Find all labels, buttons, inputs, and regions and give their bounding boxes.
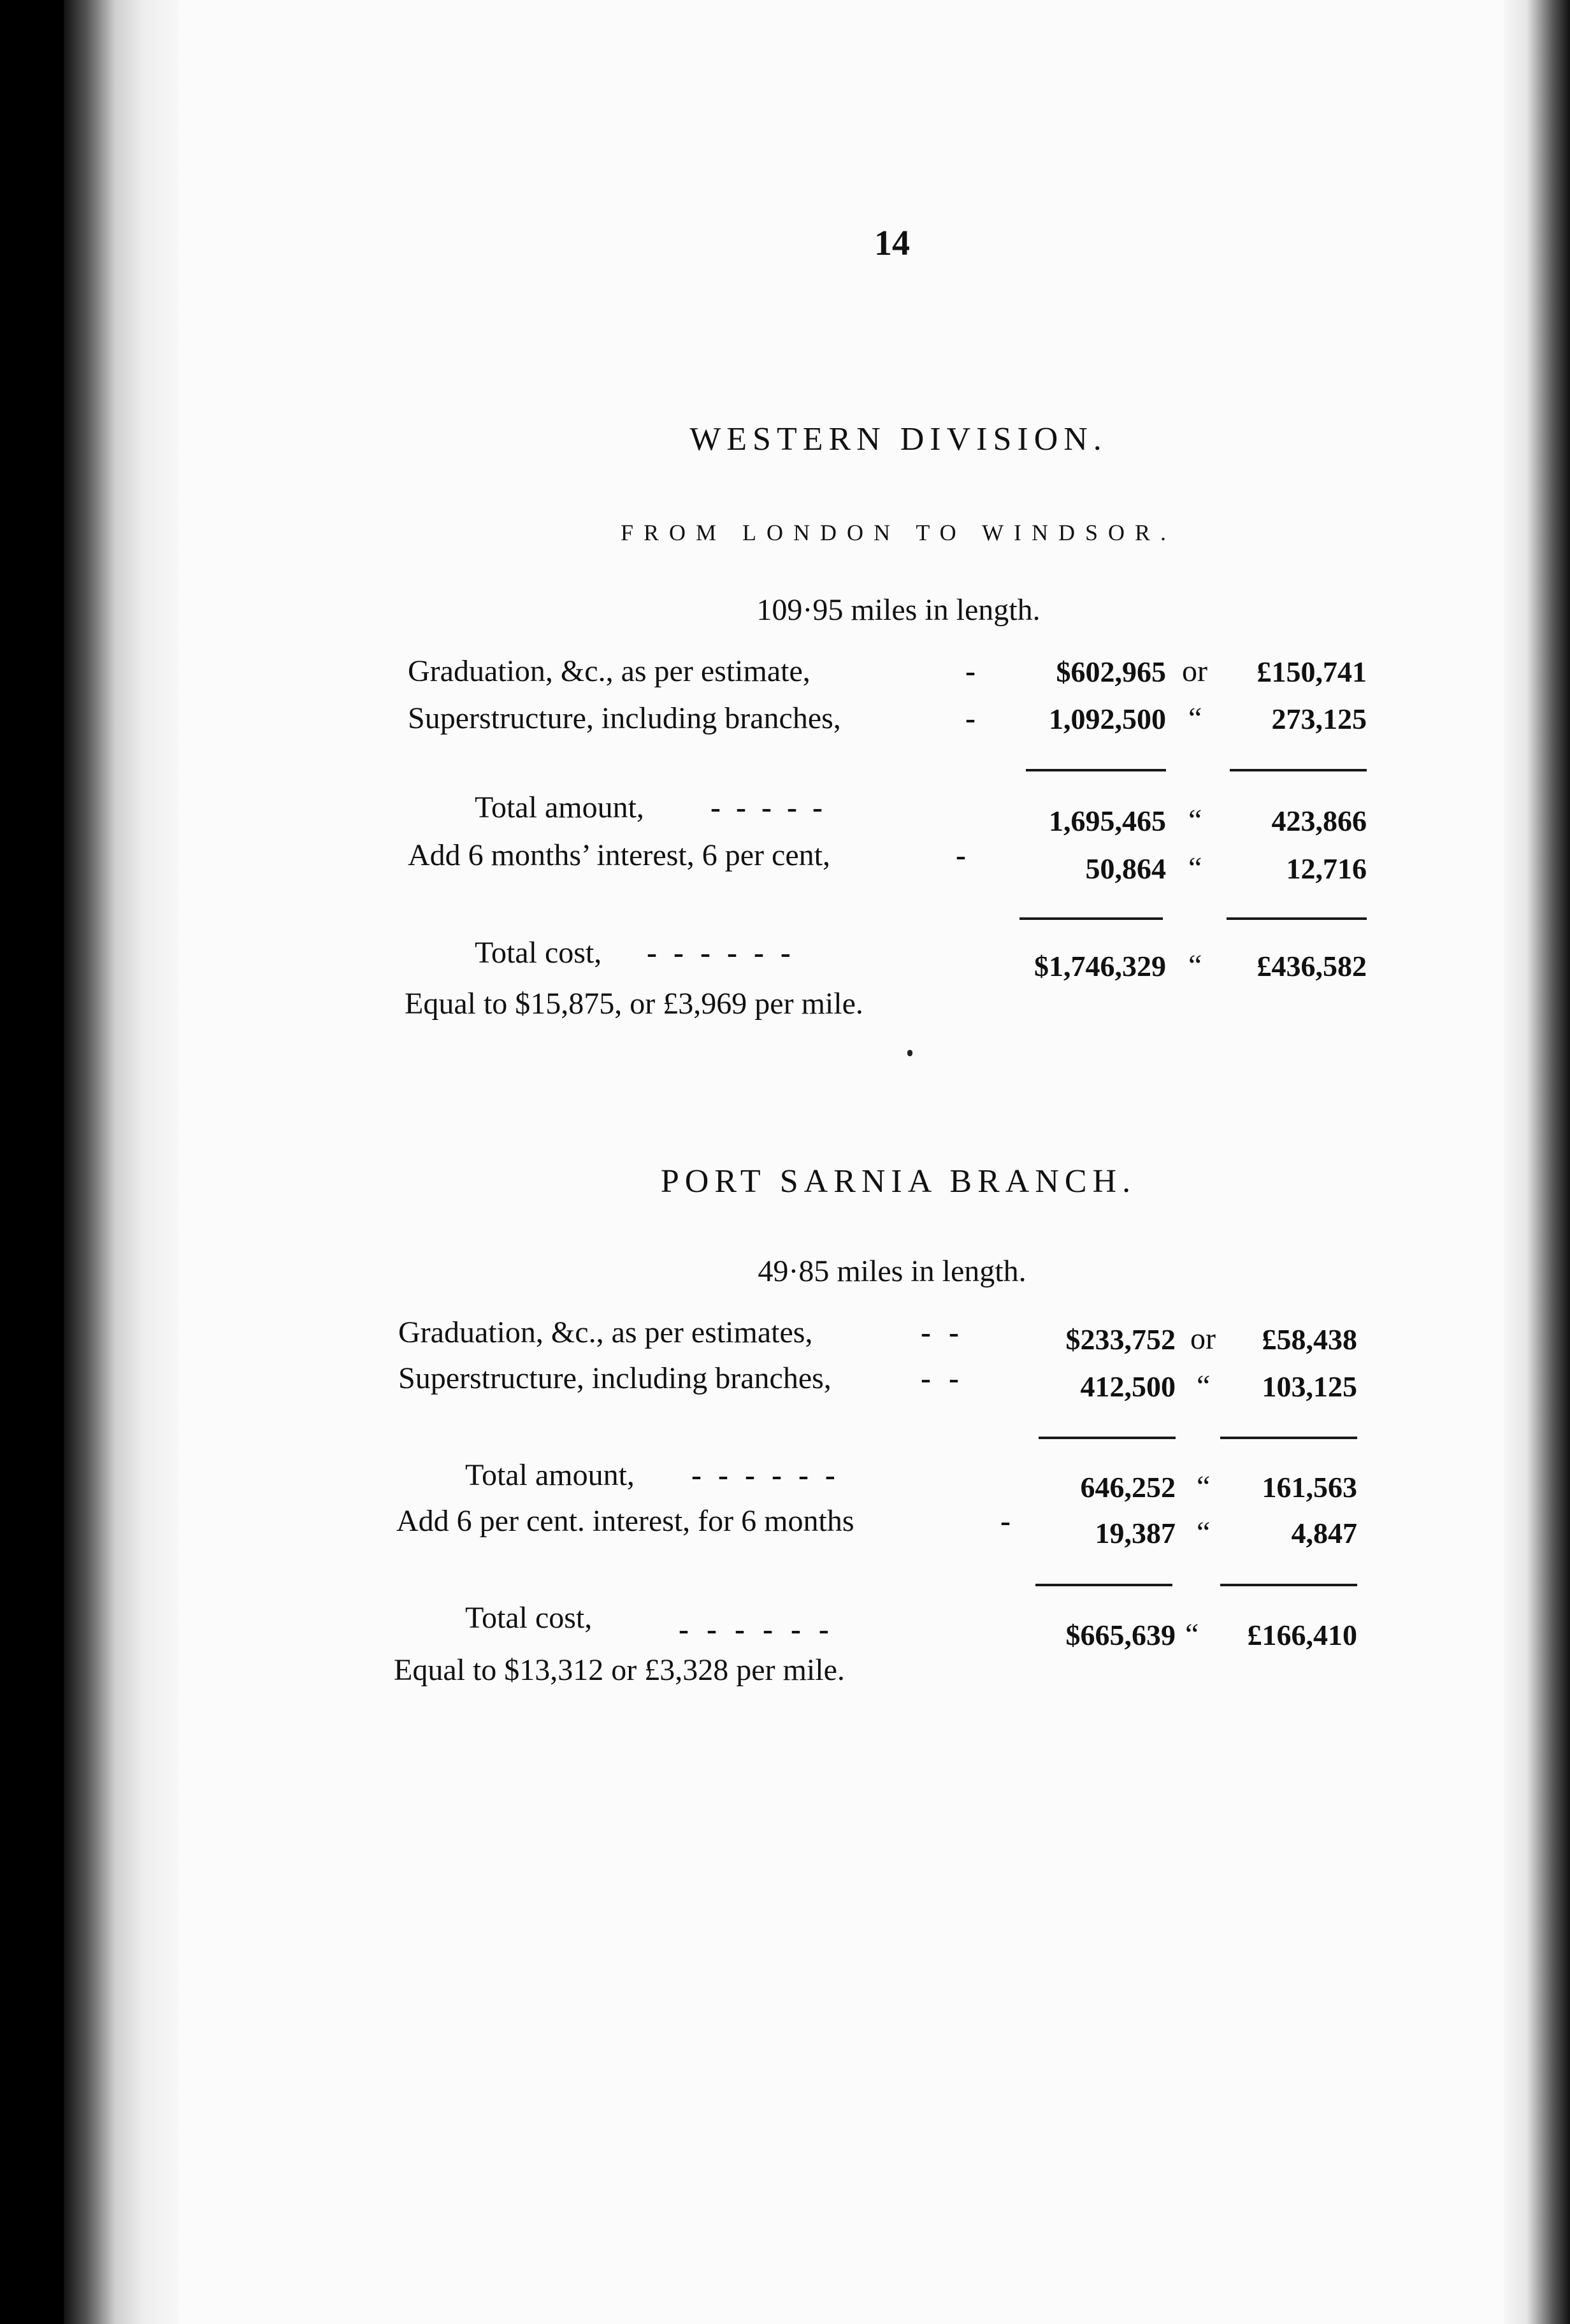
sarnia-row-pounds: 161,563 [1262, 1471, 1357, 1503]
sarnia-row-label: Add 6 per cent. interest, for 6 months [396, 1504, 854, 1538]
western-row-label: Total amount, [475, 791, 644, 824]
western-row-dashes: - - - - - [710, 791, 826, 824]
western-row-sep: “ [1188, 851, 1202, 885]
western-row-label: Total cost, [475, 936, 602, 970]
sarnia-row-label: Graduation, &c., as per estimates, [398, 1316, 813, 1349]
sarnia-row-label: Total amount, [465, 1458, 635, 1492]
sarnia-row-dashes: - - [921, 1316, 964, 1349]
total-rule [1035, 1584, 1172, 1586]
western-per-mile: Equal to $15,875, or £3,969 per mile. [405, 987, 863, 1021]
subtotal-rule [1230, 769, 1367, 771]
sarnia-row-sep: or [1190, 1322, 1216, 1356]
sarnia-row-dollars: 646,252 [1080, 1471, 1176, 1503]
western-row-pounds: £436,582 [1257, 950, 1367, 982]
sarnia-row-dollars: 412,500 [1080, 1370, 1176, 1403]
sarnia-row-dollars: 19,387 [1095, 1517, 1176, 1549]
western-row-label: Add 6 months’ interest, 6 per cent, [408, 838, 830, 872]
page-right-edge [1504, 0, 1570, 2324]
sarnia-row-label: Superstructure, including branches, [398, 1361, 832, 1395]
western-length: 109·95 miles in length. [756, 593, 1041, 627]
western-row-label: Superstructure, including branches, [408, 701, 841, 735]
sarnia-row-dashes: - [1000, 1504, 1011, 1538]
sarnia-row-dashes: - - - - - - [679, 1612, 834, 1646]
sarnia-row-dollars: $665,639 [1065, 1619, 1176, 1651]
sarnia-row-pounds: £166,410 [1247, 1619, 1357, 1651]
western-row-dollars: 1,092,500 [1049, 703, 1166, 735]
ink-speck [907, 1050, 912, 1056]
sarnia-row-dollars: $233,752 [1065, 1323, 1176, 1356]
western-route: FROM LONDON TO WINDSOR. [620, 520, 1177, 545]
western-row-dashes: - [956, 838, 966, 872]
total-rule [1220, 1584, 1357, 1586]
sarnia-row-sep: “ [1197, 1516, 1211, 1549]
page-number: 14 [874, 224, 910, 263]
western-row-label: Graduation, &c., as per estimate, [408, 654, 810, 688]
page [107, 0, 1515, 2324]
sarnia-row-dashes: - - - - - - [691, 1458, 840, 1492]
western-row-dollars: $1,746,329 [1034, 950, 1166, 982]
western-row-sep: “ [1188, 803, 1202, 837]
subtotal-rule [1220, 1437, 1357, 1439]
western-row-dollars: 50,864 [1085, 852, 1166, 885]
sarnia-length: 49·85 miles in length. [758, 1254, 1026, 1288]
total-rule [1019, 917, 1163, 920]
western-row-pounds: 423,866 [1271, 805, 1367, 837]
western-row-dashes: - - - - - - [647, 936, 795, 970]
sarnia-row-sep: “ [1185, 1617, 1199, 1651]
sarnia-row-label: Total cost, [465, 1601, 593, 1635]
subtotal-rule [1039, 1437, 1176, 1439]
western-row-sep: or [1182, 654, 1207, 688]
western-row-dollars: $602,965 [1056, 656, 1166, 688]
western-title: WESTERN DIVISION. [689, 421, 1107, 457]
sarnia-row-sep: “ [1197, 1369, 1211, 1403]
western-row-pounds: 12,716 [1286, 852, 1367, 885]
sarnia-row-sep: “ [1197, 1470, 1211, 1503]
total-rule [1227, 917, 1367, 920]
subtotal-rule [1026, 769, 1166, 771]
sarnia-row-pounds: 4,847 [1291, 1517, 1357, 1549]
western-row-dashes: - [965, 654, 976, 688]
page-left-edge [64, 0, 178, 2324]
sarnia-row-pounds: £58,438 [1262, 1323, 1357, 1356]
sarnia-per-mile: Equal to $13,312 or £3,328 per mile. [394, 1653, 845, 1687]
western-row-sep: “ [1188, 701, 1202, 735]
western-row-dollars: 1,695,465 [1049, 805, 1166, 837]
sarnia-row-dashes: - - [921, 1361, 964, 1395]
sarnia-row-pounds: 103,125 [1262, 1370, 1357, 1403]
western-row-dashes: - [965, 701, 976, 735]
sarnia-title: PORT SARNIA BRANCH. [660, 1163, 1137, 1200]
western-row-sep: “ [1188, 949, 1202, 982]
western-row-pounds: £150,741 [1257, 656, 1367, 688]
western-row-pounds: 273,125 [1271, 703, 1367, 735]
